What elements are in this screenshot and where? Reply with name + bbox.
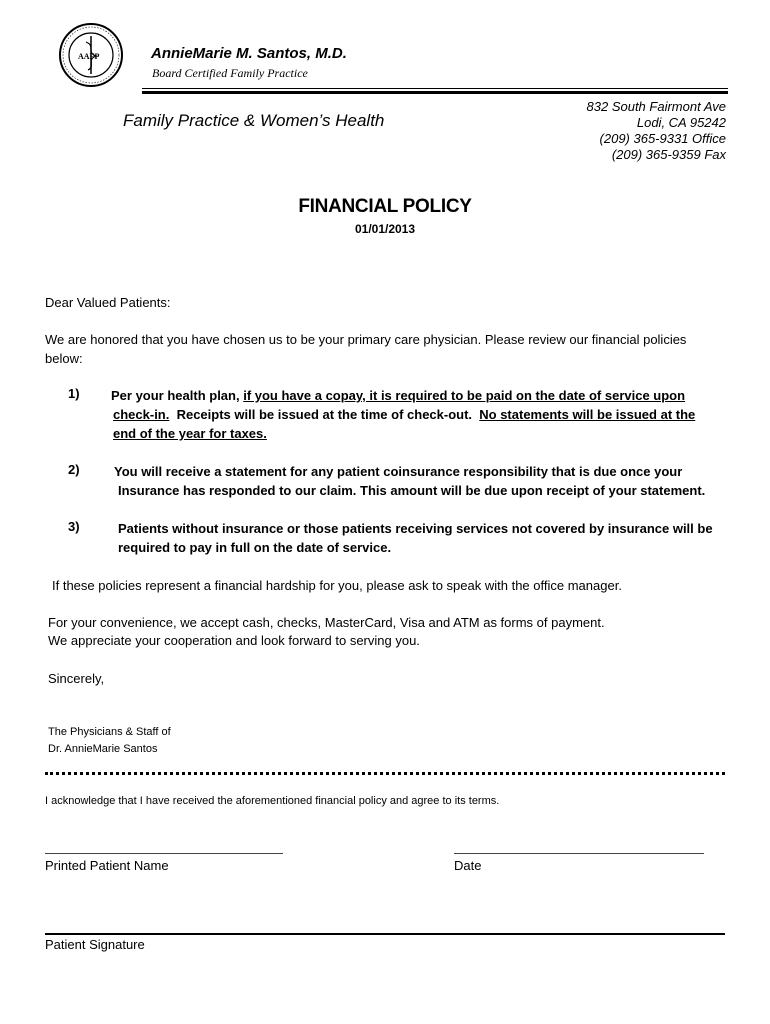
- signoff-line-2: Dr. AnnieMarie Santos: [48, 743, 158, 755]
- header-divider-thick: [142, 91, 728, 94]
- address-street: 832 South Fairmont Ave: [586, 99, 726, 114]
- board-certification: Board Certified Family Practice: [152, 66, 308, 80]
- closing: Sincerely,: [48, 671, 105, 686]
- signature-line[interactable]: [45, 933, 725, 935]
- policy-item-1: [111, 386, 695, 443]
- phone-office: (209) 365-9331 Office: [599, 131, 726, 146]
- item2-line2: Insurance has responded to our claim. This amount will be due upon receipt of your statement.: [118, 483, 706, 498]
- signoff-line-1: The Physicians & Staff of: [48, 726, 171, 738]
- phone-fax: (209) 365-9359 Fax: [611, 147, 726, 162]
- date-label: Date: [454, 858, 482, 873]
- payment-paragraph: For your convenience, we accept cash, checks, MasterCard, Visa and ATM as forms of payment.: [48, 615, 605, 630]
- address-city: Lodi, CA 95242: [636, 115, 726, 130]
- salutation: Dear Valued Patients:: [45, 295, 171, 310]
- policy-item-2: [114, 462, 705, 500]
- address-block: [587, 99, 726, 163]
- item1-line2-underlined: check-in.: [113, 407, 170, 422]
- item1-line2-plain: Receipts will be issued at the time of check-out.: [169, 407, 480, 422]
- item-number-3: 3): [68, 519, 80, 534]
- item3-line2: required to pay in full on the date of service.: [118, 540, 392, 555]
- document-date: 01/01/2013: [354, 222, 416, 236]
- patient-signature-label: Patient Signature: [45, 937, 145, 952]
- date-line[interactable]: [454, 853, 704, 854]
- intro-paragraph: We are honored that you have chosen us to be your primary care physician. Please review our financial policies below:: [45, 332, 687, 366]
- appreciation-paragraph: We appreciate your cooperation and look forward to serving you.: [48, 633, 420, 648]
- acknowledgement-text: I acknowledge that I have received the aforementioned financial policy and agree to its terms.: [45, 795, 500, 807]
- aafp-seal-logo: [58, 22, 124, 88]
- practice-name: Family Practice & Women’s Health: [123, 111, 385, 130]
- hardship-paragraph: If these policies represent a financial hardship for you, please ask to speak with the office manager.: [52, 578, 622, 593]
- item-number-2: 2): [68, 462, 80, 477]
- item1-line1-underlined: if you have a copay, it is required to be paid on the date of service upon: [243, 388, 686, 403]
- printed-name-label: Printed Patient Name: [45, 858, 169, 873]
- signoff-block: [48, 724, 171, 758]
- item-number-1: 1): [68, 386, 80, 401]
- item1-line3-underlined: end of the year for taxes.: [113, 426, 267, 441]
- doctor-name: AnnieMarie M. Santos, M.D.: [151, 45, 347, 62]
- item1-line2-underlined-2: No statements will be issued at the: [479, 407, 696, 422]
- item2-line1: You will receive a statement for any patient coinsurance responsibility that is due once your: [114, 464, 683, 479]
- cut-line-divider: [45, 772, 725, 775]
- item1-line1-plain: Per your health plan,: [111, 388, 244, 403]
- item3-line1: Patients without insurance or those patients receiving services not covered by insurance will be: [118, 521, 713, 536]
- printed-name-line[interactable]: [45, 853, 283, 854]
- policy-item-3: [118, 519, 713, 557]
- seal-text: AAFP: [78, 52, 100, 61]
- header-divider-thin: [142, 88, 728, 89]
- document-title: FINANCIAL POLICY: [298, 196, 472, 217]
